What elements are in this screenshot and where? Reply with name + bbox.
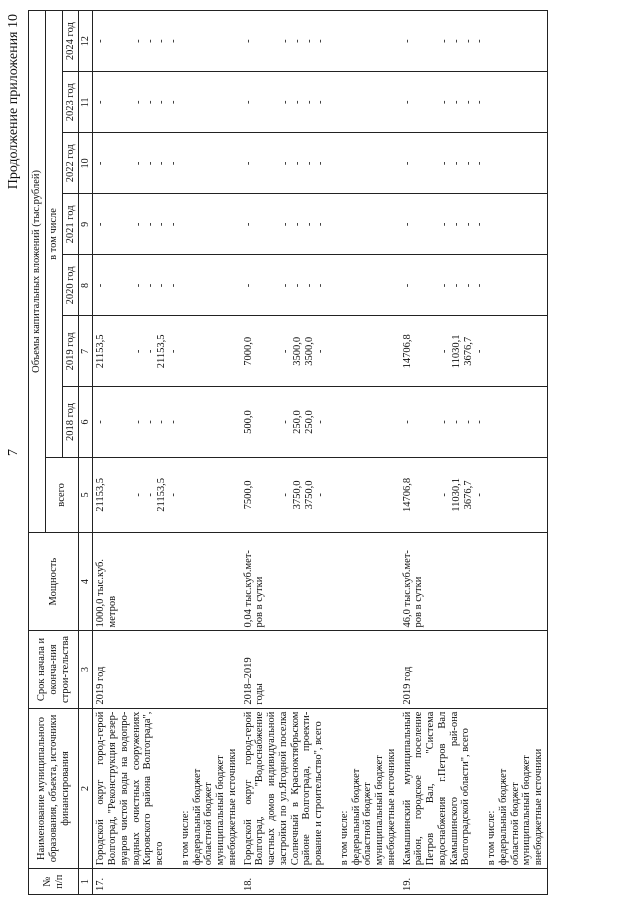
source-value: - xyxy=(291,222,303,227)
source-value: 3750,0 xyxy=(291,480,303,510)
header-term: Срок начала и оконча-ния строи-тельства xyxy=(29,631,79,708)
source-value: - xyxy=(291,283,303,288)
funding-source: федеральный бюджет xyxy=(497,768,509,866)
spacer xyxy=(268,258,280,312)
table-body xyxy=(93,11,548,895)
value-cell xyxy=(241,72,400,133)
total-value: - xyxy=(242,39,254,43)
header-name: Наименование муниципального образования, объекта, источники финансирования xyxy=(29,708,79,869)
source-value: - xyxy=(144,283,156,288)
spacer xyxy=(427,14,439,68)
source-value: - xyxy=(144,100,156,104)
construction-term: 2019 год xyxy=(400,631,548,708)
source-value: - xyxy=(303,39,315,43)
total-value: - xyxy=(242,161,254,166)
header-power: Мощность xyxy=(29,532,79,631)
total-value: 14706,8 xyxy=(401,334,413,369)
total-value: - xyxy=(401,161,413,166)
spacer xyxy=(268,319,280,383)
total-value: - xyxy=(242,283,254,288)
total-value: - xyxy=(401,420,413,424)
source-value: 21153,5 xyxy=(156,478,168,512)
row-number: 17. xyxy=(93,869,241,895)
source-value: 3500,0 xyxy=(303,336,315,366)
column-number: 12 xyxy=(79,11,93,72)
total-value: 14706,8 xyxy=(401,477,413,512)
source-value: - xyxy=(280,283,292,288)
source-value: - xyxy=(144,222,156,227)
total-value: - xyxy=(401,100,413,104)
spacer xyxy=(268,461,280,529)
column-number: 8 xyxy=(79,255,93,316)
spacer xyxy=(427,197,439,251)
source-value: - xyxy=(462,39,474,43)
value-cell xyxy=(241,316,400,387)
source-value: - xyxy=(156,222,168,227)
column-number: 11 xyxy=(79,72,93,133)
value-cell xyxy=(93,194,241,255)
source-value: - xyxy=(280,349,292,354)
source-value: 11030,1 xyxy=(450,334,462,369)
header-year: 2020 год xyxy=(62,255,79,316)
source-value: - xyxy=(315,100,327,104)
total-value: 21153,5 xyxy=(95,478,107,512)
spacer xyxy=(427,75,439,129)
source-value: - xyxy=(168,222,180,227)
source-value: - xyxy=(474,420,486,424)
construction-term: 2019 год xyxy=(93,631,241,708)
source-value: - xyxy=(303,100,315,104)
spacer xyxy=(268,14,280,68)
header-year: 2021 год xyxy=(62,194,79,255)
value-cell xyxy=(93,316,241,387)
header-incl: в том числе xyxy=(45,11,62,458)
source-value: - xyxy=(462,420,474,424)
spacer xyxy=(427,390,439,454)
funding-source: внебюджетные источники xyxy=(226,748,238,866)
source-value: - xyxy=(144,161,156,166)
source-value: - xyxy=(450,100,462,104)
source-value: - xyxy=(168,161,180,166)
total-value: 7500,0 xyxy=(242,480,254,510)
total-value: - xyxy=(95,283,107,288)
source-value: - xyxy=(168,283,180,288)
source-value: 3676,7 xyxy=(462,480,474,510)
total-value: - xyxy=(95,222,107,227)
funding-source: федеральный бюджет xyxy=(350,768,362,866)
source-value: - xyxy=(303,222,315,227)
funding-source: федеральный бюджет xyxy=(191,768,203,866)
source-value: - xyxy=(462,161,474,166)
capital-investment-table xyxy=(28,10,548,895)
value-cell xyxy=(241,387,400,458)
source-value: - xyxy=(132,349,144,354)
total-value: - xyxy=(95,100,107,104)
object-name: Городской округ город-герой Волгоград, "Водоснабжение частных домов индивидуальной застройки по ул.Ягодной поселка Солнечный в Красноктябрьском районе Волгограда, проекти-рование и строительство", всего xyxy=(242,711,325,866)
source-value: - xyxy=(315,39,327,43)
source-value: 11030,1 xyxy=(450,478,462,512)
row-number: 19. xyxy=(400,869,548,895)
source-value: - xyxy=(168,39,180,43)
source-value: 250,0 xyxy=(291,410,303,434)
source-value: - xyxy=(144,420,156,424)
source-value: - xyxy=(156,283,168,288)
value-cell xyxy=(93,255,241,316)
source-value: - xyxy=(168,493,180,497)
capacity: 1000,0 тыс.куб. метров xyxy=(93,532,241,631)
source-value: - xyxy=(474,161,486,166)
total-value: - xyxy=(401,283,413,288)
source-value: - xyxy=(315,161,327,166)
column-number: 10 xyxy=(79,133,93,194)
source-value: - xyxy=(450,283,462,288)
source-value: 250,0 xyxy=(303,410,315,434)
spacer xyxy=(427,258,439,312)
source-value: - xyxy=(132,161,144,166)
page-number: 7 xyxy=(6,449,21,456)
source-value: - xyxy=(462,222,474,227)
funding-source: муниципальный бюджет xyxy=(215,755,227,866)
source-value: - xyxy=(315,283,327,288)
source-value: - xyxy=(156,39,168,43)
source-value: - xyxy=(132,283,144,288)
value-cell xyxy=(400,72,548,133)
header-volumes: Объемы капитальных вложений (тыс.рублей) xyxy=(29,11,46,533)
source-value: - xyxy=(462,283,474,288)
source-value: - xyxy=(132,100,144,104)
total-value: - xyxy=(242,100,254,104)
spacer xyxy=(427,136,439,190)
source-value: - xyxy=(439,222,451,227)
subs-label: в том числе: xyxy=(179,810,191,866)
funding-source: внебюджетные источники xyxy=(385,748,397,866)
subs-label: в том числе: xyxy=(338,810,350,866)
source-value: - xyxy=(439,283,451,288)
source-value: - xyxy=(144,349,156,354)
source-value: - xyxy=(132,420,144,424)
source-value: - xyxy=(450,420,462,424)
source-value: - xyxy=(450,39,462,43)
funding-source: муниципальный бюджет xyxy=(374,755,386,866)
table-row xyxy=(241,11,400,895)
spacer xyxy=(121,14,133,68)
source-value: - xyxy=(156,161,168,166)
source-value: - xyxy=(474,222,486,227)
total-value: - xyxy=(401,39,413,43)
column-number: 5 xyxy=(79,457,93,532)
total-value: - xyxy=(95,420,107,424)
source-value: - xyxy=(439,161,451,166)
source-value: - xyxy=(280,222,292,227)
value-cell xyxy=(241,457,400,532)
value-cell xyxy=(400,133,548,194)
source-value: - xyxy=(291,39,303,43)
funding-source: областной бюджет xyxy=(509,782,521,866)
spacer xyxy=(268,136,280,190)
source-value: - xyxy=(450,222,462,227)
header-year: 2018 год xyxy=(62,387,79,458)
value-cell xyxy=(241,194,400,255)
source-value: - xyxy=(315,420,327,424)
table-row xyxy=(93,11,241,895)
source-value: - xyxy=(450,161,462,166)
object-name: Камышинский муниципальный район, городское поселение Петров Вал, "Система водоснабжения г.Петров Вал Камышинского рай-она Волгоградской области", всего xyxy=(401,711,472,866)
value-cell xyxy=(400,194,548,255)
column-number-row xyxy=(79,11,93,895)
funding-source: муниципальный бюджет xyxy=(521,755,533,866)
source-value: - xyxy=(439,493,451,497)
total-value: - xyxy=(95,161,107,166)
total-value: 21153,5 xyxy=(95,334,107,369)
total-value: - xyxy=(401,222,413,227)
column-number: 6 xyxy=(79,387,93,458)
row-name-cell xyxy=(400,708,548,869)
header-year: 2024 год xyxy=(62,11,79,72)
source-value: 3500,0 xyxy=(291,336,303,366)
capacity: 46,0 тыс.куб.мет-ров в сутки xyxy=(400,532,548,631)
source-value: - xyxy=(474,493,486,497)
source-value: - xyxy=(315,222,327,227)
row-number: 18. xyxy=(241,869,400,895)
source-value: - xyxy=(132,39,144,43)
spacer xyxy=(121,75,133,129)
header-year: 2023 год xyxy=(62,72,79,133)
spacer xyxy=(268,75,280,129)
column-number: 4 xyxy=(79,532,93,631)
construction-term: 2018–2019 годы xyxy=(241,631,400,708)
source-value: 21153,5 xyxy=(156,334,168,369)
capacity: 0,04 тыс.куб.мет-ров в сутки xyxy=(241,532,400,631)
source-value: - xyxy=(168,420,180,424)
value-cell xyxy=(241,133,400,194)
source-value: 3676,7 xyxy=(462,336,474,366)
source-value: - xyxy=(474,283,486,288)
source-value: - xyxy=(439,349,451,354)
value-cell xyxy=(241,255,400,316)
spacer xyxy=(427,319,439,383)
source-value: - xyxy=(291,161,303,166)
source-value: - xyxy=(291,100,303,104)
value-cell xyxy=(400,11,548,72)
source-value: - xyxy=(439,39,451,43)
source-value: - xyxy=(280,100,292,104)
header-year: 2019 год xyxy=(62,316,79,387)
source-value: - xyxy=(280,161,292,166)
column-number: 1 xyxy=(79,869,93,895)
spacer xyxy=(121,319,133,383)
value-cell xyxy=(93,457,241,532)
source-value: - xyxy=(474,100,486,104)
source-value: - xyxy=(439,420,451,424)
column-number: 7 xyxy=(79,316,93,387)
source-value: - xyxy=(315,349,327,354)
source-value: - xyxy=(315,493,327,497)
total-value: - xyxy=(95,39,107,43)
source-value: - xyxy=(280,39,292,43)
column-number: 9 xyxy=(79,194,93,255)
header-year: 2022 год xyxy=(62,133,79,194)
funding-source: областной бюджет xyxy=(203,782,215,866)
spacer xyxy=(427,461,439,529)
column-number: 3 xyxy=(79,631,93,708)
funding-source: областной бюджет xyxy=(362,782,374,866)
source-value: 3750,0 xyxy=(303,480,315,510)
source-value: - xyxy=(462,100,474,104)
source-value: - xyxy=(303,161,315,166)
value-cell xyxy=(93,72,241,133)
value-cell xyxy=(400,255,548,316)
value-cell xyxy=(93,387,241,458)
spacer xyxy=(121,136,133,190)
total-value: 500,0 xyxy=(242,410,254,434)
spacer xyxy=(121,197,133,251)
table-row xyxy=(400,11,548,895)
row-name-cell xyxy=(241,708,400,869)
appendix-caption: Продолжение приложения 10 xyxy=(6,14,21,190)
total-value: - xyxy=(242,222,254,227)
subs-label: в том числе: xyxy=(486,810,498,866)
value-cell xyxy=(93,133,241,194)
source-value: - xyxy=(132,222,144,227)
source-value: - xyxy=(280,420,292,424)
total-value: 7000,0 xyxy=(242,336,254,366)
spacer xyxy=(268,197,280,251)
source-value: - xyxy=(144,39,156,43)
funding-source: внебюджетные источники xyxy=(533,748,545,866)
header-num: № п/п xyxy=(29,869,79,895)
value-cell xyxy=(241,11,400,72)
source-value: - xyxy=(474,39,486,43)
column-number: 2 xyxy=(79,708,93,869)
source-value: - xyxy=(474,349,486,354)
source-value: - xyxy=(132,493,144,497)
value-cell xyxy=(400,457,548,532)
spacer xyxy=(121,390,133,454)
spacer xyxy=(121,461,133,529)
source-value: - xyxy=(303,283,315,288)
spacer xyxy=(268,390,280,454)
spacer xyxy=(121,258,133,312)
object-name: Городской округ город-герой Волгоград, "Реконструкция резер-вуаров чистой воды на водопро-водных очистных сооружениях Кировского района Волгограда", всего xyxy=(95,711,166,866)
value-cell xyxy=(400,387,548,458)
source-value: - xyxy=(168,349,180,354)
header-total: всего xyxy=(45,457,79,532)
source-value: - xyxy=(144,493,156,497)
row-name-cell xyxy=(93,708,241,869)
source-value: - xyxy=(280,493,292,497)
source-value: - xyxy=(168,100,180,104)
source-value: - xyxy=(439,100,451,104)
value-cell xyxy=(400,316,548,387)
value-cell xyxy=(93,11,241,72)
source-value: - xyxy=(156,420,168,424)
source-value: - xyxy=(156,100,168,104)
